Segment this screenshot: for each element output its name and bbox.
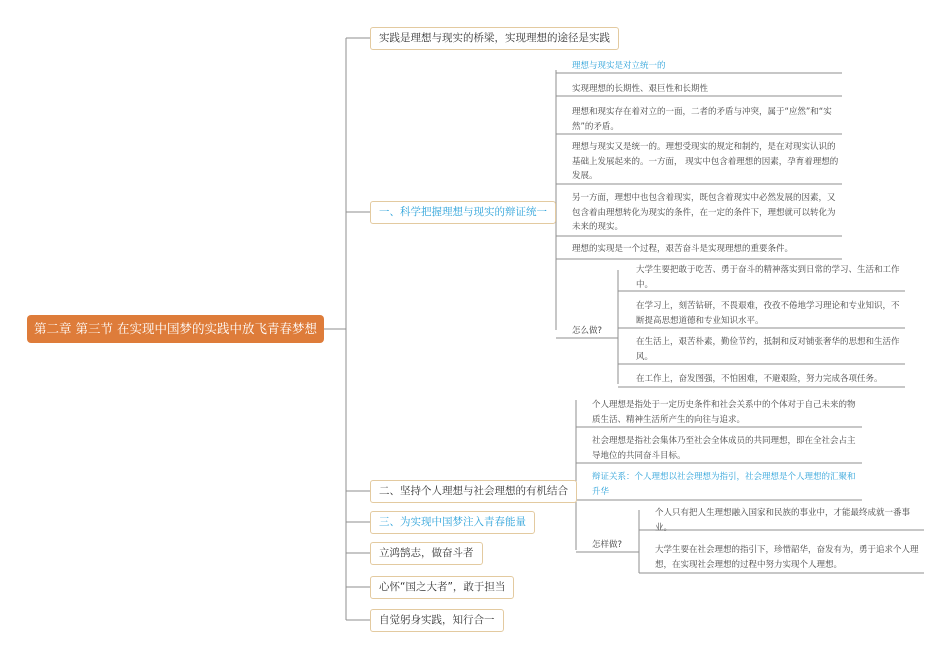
topic-ideal-contains-reality[interactable]: 另一方面，理想中也包含着现实，既包含着现实中必然发展的因素，又包含着由理想转化为现实的条件，在一定的条件下，理想就可以转化为未来的现实。	[572, 193, 836, 232]
topic-students-pursue[interactable]: 大学生要在社会理想的指引下，珍惜韶华，奋发有为，勇于追求个人理想，在实现社会理想的过程中努力实现个人理想。	[655, 545, 919, 570]
topic-how-to-do-2[interactable]: 怎样做?	[592, 540, 623, 550]
root-topic[interactable]: 第二章 第三节 在实现中国梦的实践中放飞青春梦想	[27, 315, 324, 343]
branch-china-dream-energy[interactable]: 三、为实现中国梦注入青春能量	[370, 511, 535, 534]
branch-national-cause[interactable]: 心怀“国之大者”，敢于担当	[370, 576, 514, 599]
topic-unity-side[interactable]: 理想与现实又是统一的。理想受现实的规定和制约，是在对现实认识的基础上发展起来的。一方面， 现实中包含着理想的因素，孕育着理想的发展。	[572, 142, 839, 181]
topic-integrate-career[interactable]: 个人只有把人生理想融入国家和民族的事业中，才能最终成就一番事业。	[655, 508, 911, 533]
topic-social-ideal[interactable]: 社会理想是指社会集体乃至社会全体成员的共同理想，即在全社会占主导地位的共同奋斗目标。	[592, 436, 856, 461]
topic-work[interactable]: 在工作上，奋发图强，不怕困难，不避艰险，努力完成各项任务。	[636, 374, 883, 384]
topic-opposition-unity[interactable]: 理想与现实是对立统一的	[572, 61, 666, 71]
branch-practice-bridge[interactable]: 实践是理想与现实的桥梁，实现理想的途径是实践	[370, 27, 619, 50]
branch-lofty-aspiration[interactable]: 立鸿鹄志，做奋斗者	[370, 542, 483, 565]
topic-dialectical-relation[interactable]: 辩证关系：个人理想以社会理想为指引，社会理想是个人理想的汇聚和升华	[592, 472, 856, 497]
topic-long-term-nature[interactable]: 实现理想的长期性、艰巨性和长期性	[572, 84, 709, 94]
topic-personal-ideal[interactable]: 个人理想是指处于一定历史条件和社会关系中的个体对于自己未来的物质生活、精神生活所产生的向往与追求。	[592, 400, 856, 425]
branch-ideal-reality-unity[interactable]: 一、科学把握理想与现实的辩证统一	[370, 201, 556, 224]
branch-personal-social-ideal[interactable]: 二、坚持个人理想与社会理想的有机结合	[370, 480, 577, 503]
topic-study[interactable]: 在学习上，刻苦钻研，不畏艰难，孜孜不倦地学习理论和专业知识，不断提高思想道德和专业知识水平。	[636, 301, 900, 326]
topic-bear-hardship[interactable]: 大学生要把敢于吃苦、勇于奋斗的精神落实到日常的学习、生活和工作中。	[636, 265, 900, 290]
topic-how-to-do-1[interactable]: 怎么做?	[572, 326, 603, 336]
topic-hard-struggle[interactable]: 理想的实现是一个过程，艰苦奋斗是实现理想的重要条件。	[572, 244, 794, 254]
topic-opposition-side[interactable]: 理想和现实存在着对立的一面，二者的矛盾与冲突，属于“应然”和“实然”的矛盾。	[572, 107, 832, 132]
branch-practice-unity[interactable]: 自觉躬身实践，知行合一	[370, 609, 504, 632]
topic-life[interactable]: 在生活上，艰苦朴素，勤俭节约，抵制和反对铺张奢华的思想和生活作风。	[636, 337, 900, 362]
